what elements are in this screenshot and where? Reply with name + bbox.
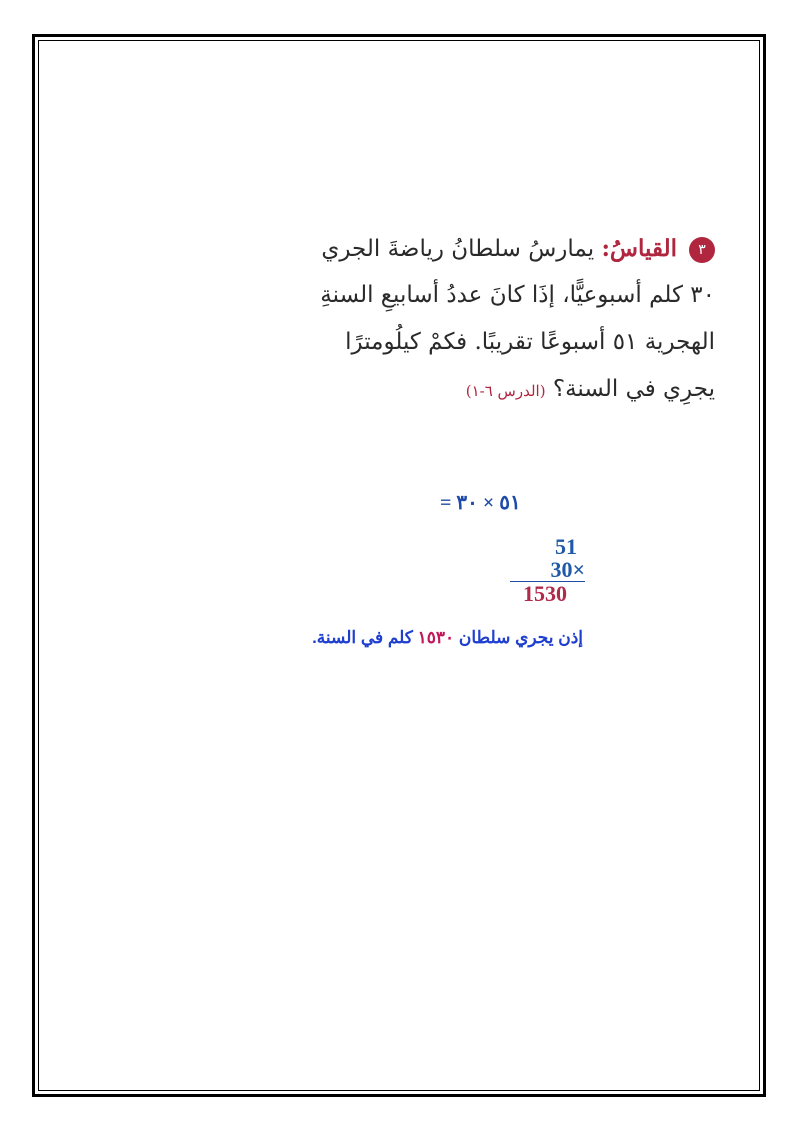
problem-line-2: ٣٠ كلم أسبوعيًّا، إذَا كانَ عددُ أسابيعِ السنةِ	[320, 282, 715, 308]
page-border-inner	[38, 40, 760, 1091]
problem-topic: القياسُ:	[601, 235, 677, 262]
lesson-reference: (الدرس ٦-١)	[465, 382, 546, 400]
multiplicand: 51	[555, 534, 577, 559]
problem-text-4: يجرِي في السنة؟	[552, 376, 715, 402]
multiplication-work	[510, 535, 585, 605]
equation: ٥١ × ٣٠ =	[440, 492, 521, 514]
conclusion-value: ١٥٣٠	[417, 628, 455, 647]
conclusion-text-end: كلم في السنة.	[312, 628, 413, 647]
conclusion	[240, 628, 583, 648]
problem-line-3: الهجرية ٥١ أسبوعًا تقريبًا. فكمْ كيلُومترًا	[345, 329, 715, 355]
problem-line-1	[240, 225, 715, 272]
problem-line-4	[240, 366, 715, 413]
conclusion-text-start: إذن يجري سلطان	[458, 628, 583, 647]
multiplier: 30×	[510, 558, 585, 582]
problem-number-badge: ٣	[689, 237, 715, 263]
product: 1530	[523, 581, 567, 606]
problem-text-1: يمارسُ سلطانُ رياضةَ الجري	[321, 236, 595, 262]
problem-statement	[240, 225, 715, 413]
